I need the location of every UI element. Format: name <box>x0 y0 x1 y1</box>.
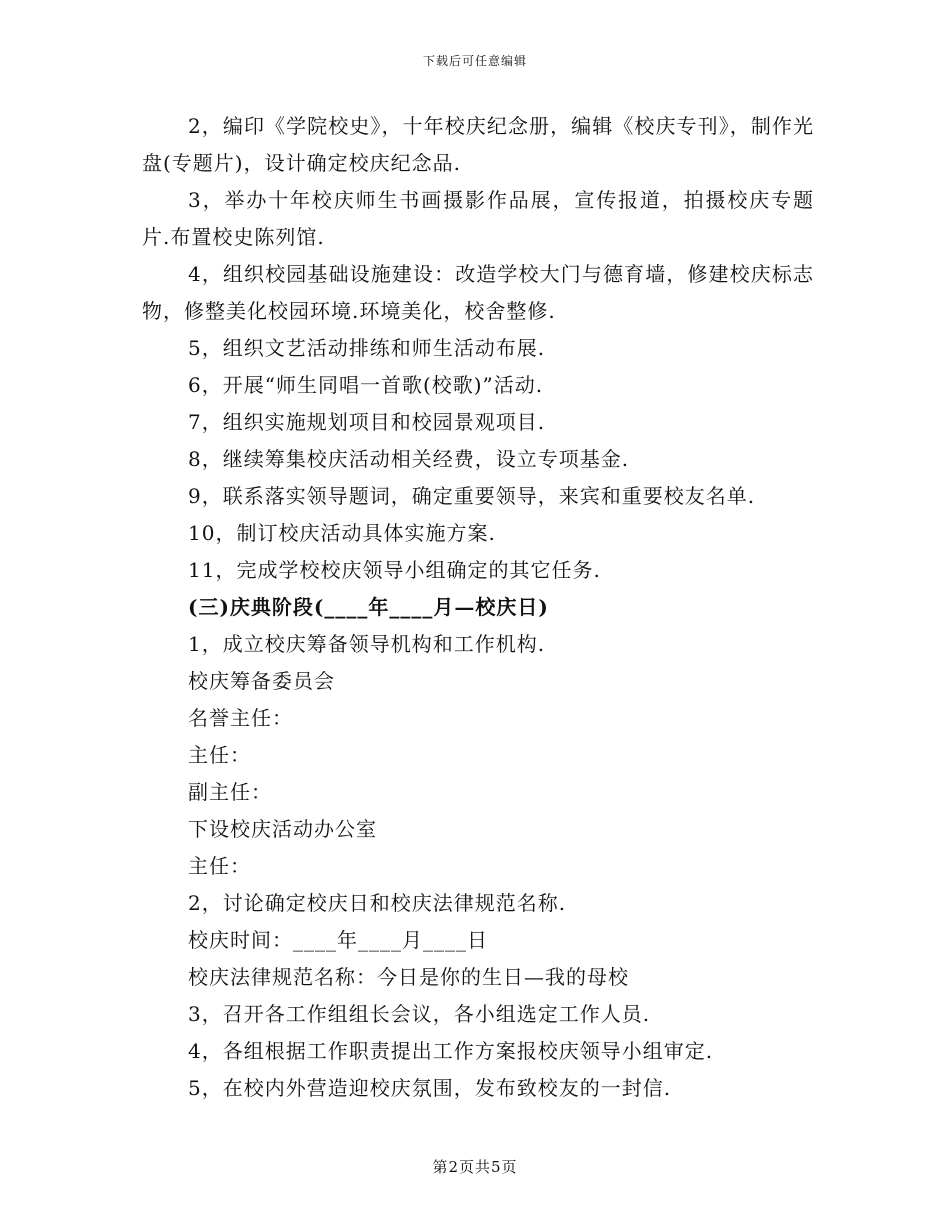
paragraph-step-4: 4，各组根据工作职责提出工作方案报校庆领导小组审定. <box>188 1039 714 1063</box>
paragraph-item-9: 9，联系落实领导题词，确定重要领导，来宾和重要校友名单. <box>188 484 756 508</box>
document-body <box>142 108 814 1107</box>
anniversary-date-line: 校庆时间：____年____月____日 <box>188 928 488 952</box>
paragraph-item-7: 7，组织实施规划项目和校园景观项目. <box>188 410 546 434</box>
office-title: 下设校庆活动办公室 <box>188 817 377 841</box>
paragraph-item-5: 5，组织文艺活动排练和师生活动布展. <box>188 336 546 360</box>
paragraph-item-3: 3，举办十年校庆师生书画摄影作品展，宣传报道，拍摄校庆专题片.布置校史陈列馆. <box>142 188 814 249</box>
paragraph-item-4: 4，组织校园基础设施建设：改造学校大门与德育墙，修建校庆标志物，修整美化校园环境.环境美化，校舍整修. <box>142 262 814 323</box>
paragraph-step-3: 3，召开各工作组组长会议，各小组选定工作人员. <box>188 1002 651 1026</box>
page-footer: 第2页共5页 <box>432 1158 518 1176</box>
office-director-line: 主任： <box>188 854 251 878</box>
paragraph-item-10: 10，制订校庆活动具体实施方案. <box>188 521 496 545</box>
section-heading-celebration: (三)庆典阶段(____年____月—校庆日) <box>188 595 549 619</box>
paragraph-item-11: 11，完成学校校庆领导小组确定的其它任务. <box>188 558 601 582</box>
honorary-director-line: 名誉主任： <box>188 706 293 730</box>
paragraph-item-8: 8，继续筹集校庆活动相关经费，设立专项基金. <box>188 447 630 471</box>
paragraph-step-1: 1，成立校庆筹备领导机构和工作机构. <box>188 632 546 656</box>
paragraph-item-2: 2，编印《学院校史》，十年校庆纪念册，编辑《校庆专刊》，制作光盘(专题片)，设计确定校庆纪念品. <box>142 114 814 175</box>
paragraph-step-5: 5，在校内外营造迎校庆氛围，发布致校友的一封信. <box>188 1076 672 1100</box>
page-header: 下载后可任意编辑 <box>422 54 527 68</box>
director-line: 主任： <box>188 743 251 767</box>
committee-title: 校庆筹备委员会 <box>188 669 335 693</box>
anniversary-name-line: 校庆法律规范名称：今日是你的生日—我的母校 <box>188 965 629 989</box>
paragraph-item-6: 6，开展“师生同唱一首歌(校歌)”活动. <box>188 373 544 397</box>
deputy-director-line: 副主任： <box>188 780 272 804</box>
paragraph-step-2: 2，讨论确定校庆日和校庆法律规范名称. <box>188 891 567 915</box>
